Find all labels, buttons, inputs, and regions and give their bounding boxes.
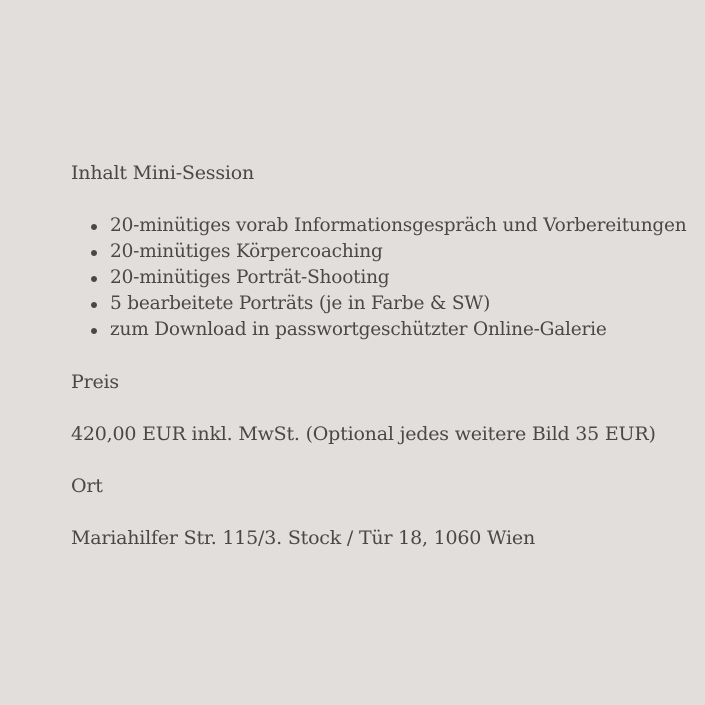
location-heading: Ort [71, 475, 103, 497]
list-item [71, 317, 691, 343]
price-value: 420,00 EUR inkl. MwSt. (Optional jedes weitere Bild 35 EUR) [71, 423, 656, 445]
list-item [71, 265, 691, 291]
list-item-text: 5 bearbeitete Porträts (je in Farbe & SW) [110, 293, 491, 314]
list-item-text: 20-minütiges Porträt-Shooting [110, 267, 390, 288]
bullet-icon [91, 302, 97, 308]
list-item-text: 20-minütiges Körpercoaching [110, 241, 383, 262]
content-block [71, 160, 691, 551]
list-item-text: zum Download in passwortgeschützter Online-Galerie [110, 319, 607, 340]
price-heading: Preis [71, 371, 119, 393]
session-list [71, 213, 691, 343]
list-item-text: 20-minütiges vorab Informationsgespräch und Vorbereitungen [110, 215, 687, 236]
session-heading: Inhalt Mini-Session [71, 162, 255, 184]
bullet-icon [91, 328, 97, 334]
list-item [71, 291, 691, 317]
list-item [71, 213, 691, 239]
location-value: Mariahilfer Str. 115/3. Stock / Tür 18, 1060 Wien [71, 527, 535, 549]
list-item [71, 239, 691, 265]
bullet-icon [91, 276, 97, 282]
bullet-icon [91, 250, 97, 256]
bullet-icon [91, 224, 97, 230]
